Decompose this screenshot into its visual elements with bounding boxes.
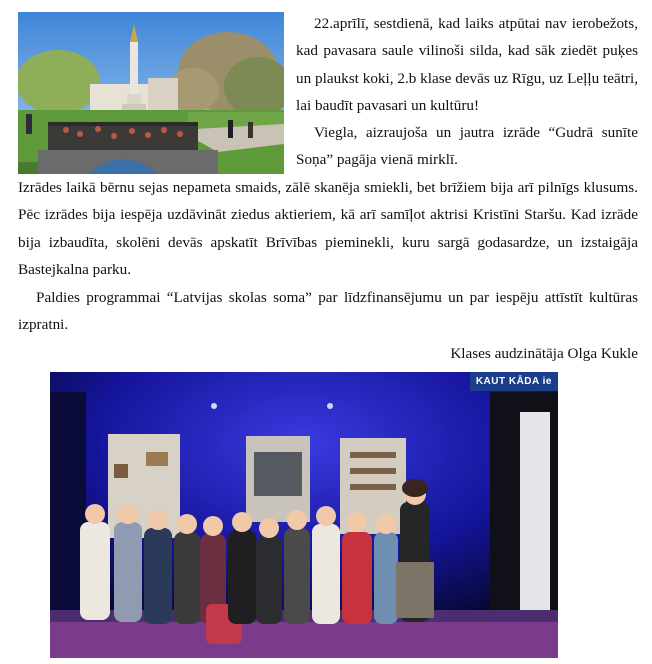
article-paragraph-intro: 22.aprīlī, sestdienā, kad laiks atpūtai nav ierobežots, kad pavasara saule vilinoši silda, kad sāk ziedēt puķes un plaukst koki, 2.b klase devās uz Rīgu, uz Leļļu teātri, lai baudīt pavasari un kultūru! bbox=[296, 15, 638, 115]
freedom-monument-photo bbox=[18, 12, 284, 174]
stage-scene-illustration bbox=[50, 372, 558, 658]
park-scene-illustration bbox=[18, 12, 284, 174]
article-paragraph-thanks: Paldies programmai “Latvijas skolas soma” par līdzfinansējumu un par iespēju attīstīt kultūras izpratni. bbox=[18, 289, 638, 334]
theater-group-photo bbox=[50, 372, 558, 658]
article-paragraph-show-rest: Izrādes laikā bērnu sejas nepameta smaids, zālē skanēja smiekli, bet brīžiem bija arī pilnīgs klusums. Pēc izrādes bija iespēja uzdāvināt ziedus aktieriem, kā arī samīļot aktrisi Kristīni Staršu. Kad izrāde bija izbaudīta, skolēni devās apskatīt Brīvības pieminekli, kuru sargā godasardze, un izstaigāja Bastejkalna parku. bbox=[18, 179, 638, 279]
article-paragraph-show-start: Viegla, aizraujoša un jautra izrāde “Gudrā sunīte Soņa” pagāja vienā mirklī. bbox=[296, 124, 638, 169]
signature: Klases audzinātāja Olga Kukle bbox=[450, 345, 638, 362]
stage-sign: KAUT KĀDA ie bbox=[470, 372, 558, 391]
